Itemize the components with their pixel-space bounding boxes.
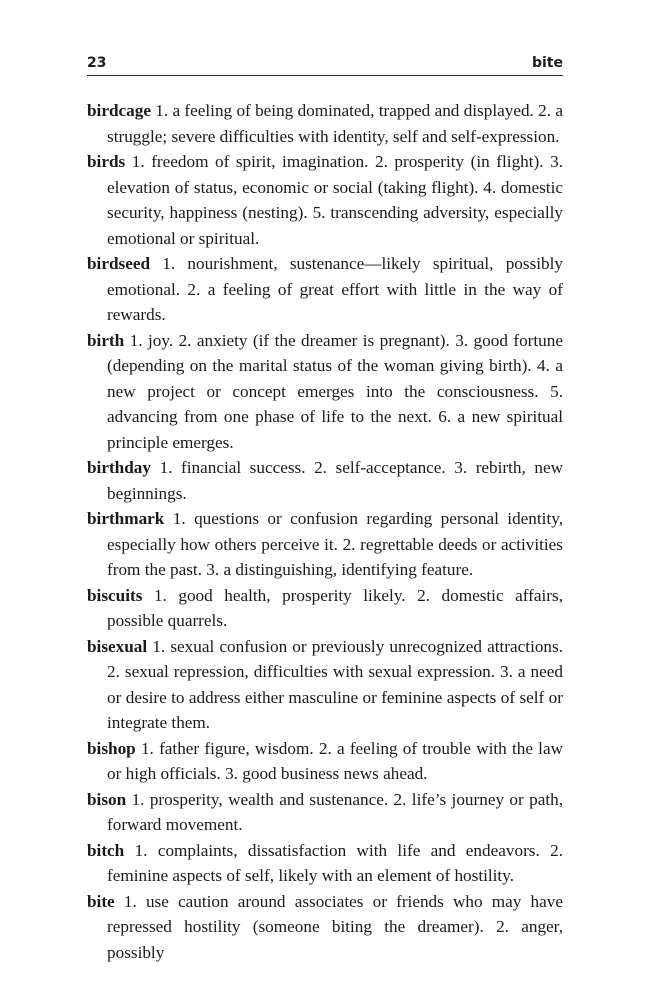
entry-definition: 1. use caution around associates or friends who may have repressed hostility (someone biting the dreamer). 2. anger, possibly (107, 891, 564, 962)
entry-headword: bison (87, 789, 127, 809)
entry-headword: birdcage (87, 101, 151, 120)
entry-definition: 1. joy. 2. anxiety (if the dreamer is pregnant). 3. good fortune (depending on the marital status of the woman giving birth). 4. a new project or concept emerges into the consciousness. 5. advancing from one phase of life to the next. 6. a new spiritual principle emerges. (107, 330, 563, 452)
entry-definition: 1. father figure, wisdom. 2. a feeling of trouble with the law or high officials. 3. good business news ahead. (107, 738, 563, 783)
entry (87, 583, 563, 634)
entry-definition: 1. complaints, dissatisfaction with life and endeavors. 2. feminine aspects of self, likely with an element of hostility. (107, 840, 563, 885)
entry-headword: birthday (87, 458, 151, 477)
header-rule (87, 75, 563, 76)
entry (87, 455, 563, 506)
page-number: 23 (87, 55, 107, 71)
entry (87, 506, 563, 583)
entry-headword: birth (87, 330, 125, 350)
entry (87, 328, 563, 456)
entry-headword: bisexual (87, 636, 148, 656)
entry-definition: 1. nourishment, sustenance—likely spiritual, possibly emotional. 2. a feeling of great effort with little in the way of rewards. (107, 254, 564, 324)
entry-definition: 1. questions or confusion regarding personal identity, especially how others perceive it. 2. regrettable deeds or activities from the past. 3. a distinguishing, identifying feature. (107, 509, 563, 579)
entry-headword: birthmark (87, 509, 165, 528)
entry (87, 736, 563, 787)
entry (87, 787, 563, 838)
entry-headword: birdseed (87, 254, 151, 273)
entry-definition: 1. financial success. 2. self-acceptance. 3. rebirth, new beginnings. (107, 458, 564, 503)
entry (87, 634, 563, 736)
entry-headword: biscuits (87, 585, 143, 605)
entry-definition: 1. good health, prosperity likely. 2. domestic affairs, possible quarrels. (107, 585, 563, 630)
running-header (87, 52, 563, 74)
entry (87, 838, 563, 889)
entry (87, 149, 563, 251)
entry-definition: 1. sexual confusion or previously unrecognized attractions. 2. sexual repression, difficulties with sexual expression. 3. a need or desire to address either masculine or feminine aspects of self or integrate them. (107, 636, 564, 732)
entry-headword: birds (87, 152, 126, 171)
entry-headword: bishop (87, 738, 136, 758)
entry-definition: 1. prosperity, wealth and sustenance. 2. life’s journey or path, forward movement. (107, 789, 563, 834)
entry-definition: 1. a feeling of being dominated, trapped and displayed. 2. a struggle; severe difficulties with identity, self and self-expression. (107, 101, 563, 146)
entry (87, 98, 563, 149)
entry (87, 889, 563, 966)
entry (87, 251, 563, 328)
dictionary-entries (87, 98, 563, 965)
entry-headword: bite (87, 891, 115, 911)
entry-definition: 1. freedom of spirit, imagination. 2. prosperity (in flight). 3. elevation of status, economic or social (taking flight). 4. domestic security, happiness (nesting). 5. transcending adversity, especially emotional or spiritual. (107, 152, 563, 248)
guide-word: bite (531, 55, 563, 71)
entry-headword: bitch (87, 840, 125, 860)
